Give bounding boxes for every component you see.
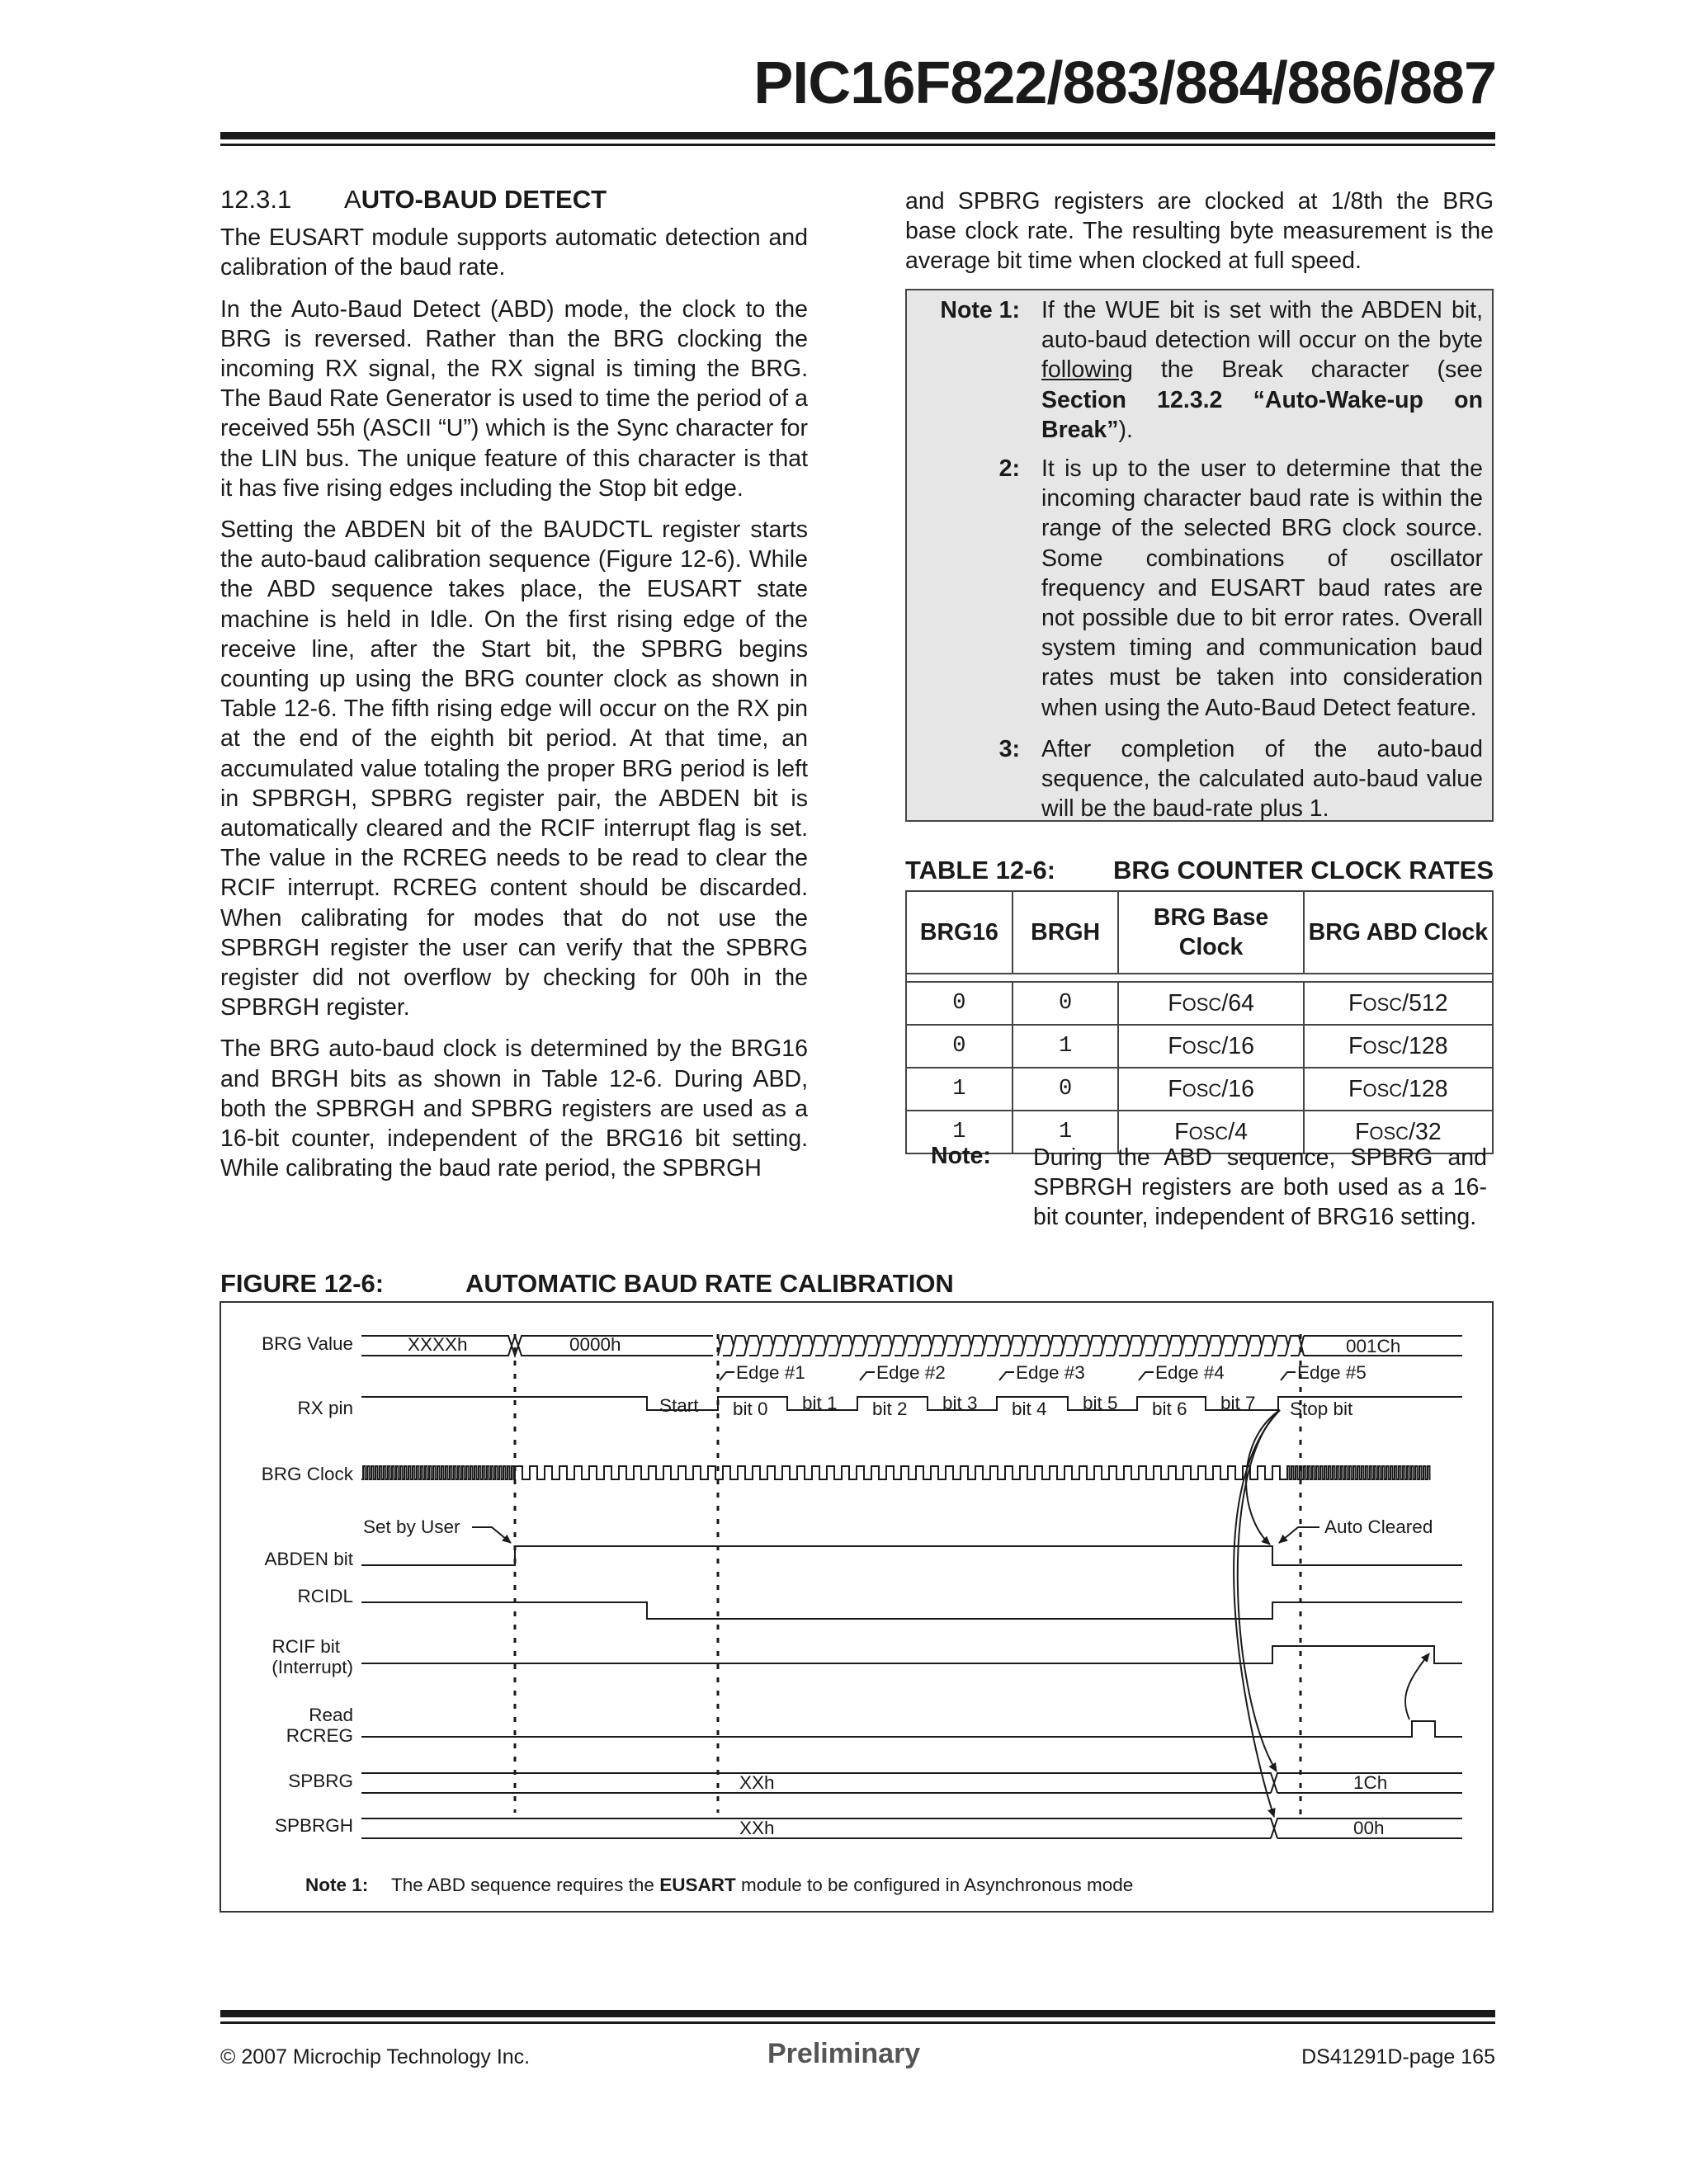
cell-part: OSC [1369, 1122, 1409, 1144]
signal-label: RCIF bit [271, 1636, 340, 1657]
table-row [906, 982, 1493, 1025]
note-1-text-b: the Break character (see [1160, 356, 1483, 384]
note-2-label: 2: [998, 455, 1020, 482]
cell-part: /16 [1221, 1075, 1254, 1102]
table-title: BRG COUNTER CLOCK RATES [1113, 856, 1494, 884]
signal-label: RX pin [297, 1398, 353, 1418]
figure-label: FIGURE 12-6: [220, 1269, 385, 1298]
cell-part: F [1348, 1032, 1363, 1059]
figure-note-pre: The ABD sequence requires the [391, 1875, 660, 1895]
cell-part: /512 [1402, 989, 1448, 1017]
table-header-row [906, 891, 1493, 974]
table-cell: 1 [906, 1068, 1013, 1111]
header-rule-thick [220, 132, 1495, 139]
bit-label: bit 3 [942, 1393, 978, 1413]
cell-part: /128 [1402, 1032, 1448, 1059]
edge-label: Edge #1 [736, 1362, 805, 1383]
table-cell [1304, 1068, 1493, 1111]
signal-label: SPBRG [288, 1771, 353, 1791]
left-column [220, 185, 808, 1196]
table-header-cell: BRG16 [906, 891, 1013, 974]
brg-rates-table [905, 890, 1494, 1154]
table-note-text: During the ABD sequence, SPBRG and SPBRGH registers are both used as a 16-bit counter, independent of BRG16 setting. [1033, 1144, 1487, 1231]
cell-part: /16 [1221, 1032, 1254, 1059]
spbrgh-old-value: XXh [739, 1818, 775, 1838]
table-header-cell: BRG ABD Clock [1304, 891, 1493, 974]
table-cell: 0 [906, 982, 1013, 1025]
note-2-text: It is up to the user to determine that the incoming character baud rate is within the range of the selected BRG clock source. Some combinations of oscillator frequency and EUSART baud rates are not possible due to bit error rates. Overall system timing and communication baud rates must be taken into consideration when using the Auto-Baud Detect feature. [1041, 455, 1483, 721]
table-header-cell: BRG Base Clock [1118, 891, 1303, 974]
figure-note-post: module to be configured in Asynchronous mode [735, 1875, 1134, 1895]
signal-label: SPBRGH [274, 1815, 353, 1836]
footer-status: Preliminary [767, 2038, 921, 2069]
right-column-intro [905, 186, 1494, 288]
table-cell [1118, 1025, 1303, 1068]
signal-label: RCREG [286, 1725, 353, 1746]
footer-rule-thin [220, 2021, 1495, 2024]
cell-part: OSC [1182, 993, 1222, 1015]
footer-page-number: DS41291D-page 165 [1301, 2045, 1495, 2068]
note-3-text: After completion of the auto-baud sequence, the calculated auto-baud value will be the baud-rate plus 1. [1041, 736, 1483, 823]
cell-part: OSC [1182, 1036, 1222, 1058]
table-cell: 0 [1013, 1068, 1119, 1111]
edge-label: Edge #5 [1297, 1362, 1367, 1383]
bit-label: Stop bit [1290, 1399, 1353, 1419]
table-cell [1118, 982, 1303, 1025]
table-header-cell: BRGH [1013, 891, 1119, 974]
section-heading [220, 185, 808, 215]
note-3-label: 3: [998, 736, 1020, 762]
bit-label: bit 7 [1220, 1393, 1256, 1413]
edge-label: Edge #4 [1155, 1362, 1225, 1383]
figure-title: AUTOMATIC BAUD RATE CALIBRATION [465, 1269, 954, 1298]
brg-value-zero: 0000h [569, 1334, 621, 1355]
footer-copyright: © 2007 Microchip Technology Inc. [220, 2045, 531, 2068]
cell-part: OSC [1182, 1079, 1222, 1101]
note-1-section-ref: Section 12.3.2 “Auto-Wake-up on Break” [1041, 386, 1483, 443]
cell-part: /128 [1402, 1075, 1448, 1102]
signal-label: RCIDL [297, 1586, 353, 1606]
cell-part: OSC [1188, 1122, 1229, 1144]
timing-diagram [220, 1301, 1494, 1913]
spbrg-new-value: 1Ch [1353, 1772, 1388, 1793]
auto-cleared-label: Auto Cleared [1324, 1517, 1433, 1537]
edge-label: Edge #3 [1016, 1362, 1085, 1383]
edge-label: Edge #2 [876, 1362, 946, 1383]
cell-part: /32 [1409, 1118, 1442, 1145]
note-box [905, 289, 1494, 822]
figure-note-text [391, 1875, 1133, 1895]
table-note-label: Note: [931, 1143, 991, 1169]
cell-part: OSC [1362, 1079, 1403, 1101]
cell-part: F [1168, 1075, 1183, 1102]
bit-label: Start [659, 1395, 699, 1416]
table-cell [1118, 1068, 1303, 1111]
cell-part: OSC [1362, 993, 1403, 1015]
document-title: PIC16F822/883/884/886/887 [753, 50, 1496, 116]
note-1-text-a: If the WUE bit is set with the ABDEN bit, auto-baud detection will occur on the byte [1041, 297, 1483, 354]
signal-label: Read [309, 1705, 353, 1725]
spbrg-old-value: XXh [739, 1772, 775, 1793]
table-cell: 1 [906, 1111, 1013, 1153]
bit-label: bit 0 [733, 1399, 768, 1419]
cell-part: F [1348, 1075, 1363, 1102]
brg-value-xxxxh: XXXXh [408, 1334, 468, 1355]
figure-frame [220, 1302, 1493, 1912]
section-title-initial: A [344, 185, 361, 214]
set-by-user-label: Set by User [363, 1517, 460, 1537]
table-cell [1304, 982, 1493, 1025]
signal-label: BRG Value [262, 1333, 353, 1354]
right-paragraph: and SPBRG registers are clocked at 1/8th the BRG base clock rate. The resulting byte measurement is the average bit time when clocked at full speed. [905, 188, 1494, 275]
section-title-rest: UTO-BAUD DETECT [361, 185, 607, 214]
table-row [906, 1068, 1493, 1111]
signal-label: (Interrupt) [271, 1657, 353, 1677]
paragraph-4: The BRG auto-baud clock is determined by the BRG16 and BRGH bits as shown in Table 12-6. During ABD, both the SPBRGH and SPBRG registers are used as a 16-bit counter, independent of the BRG16 bit setting. While calibrating the baud rate period, the SPBRGH [220, 1035, 808, 1182]
note-1-text [1041, 295, 1483, 445]
cell-part: F [1348, 989, 1363, 1017]
note-1-end: ). [1118, 416, 1133, 443]
figure-note-label: Note 1: [305, 1875, 369, 1895]
cell-part: F [1354, 1118, 1370, 1145]
cell-part: OSC [1362, 1036, 1403, 1058]
cell-part: F [1168, 1032, 1183, 1059]
table-cell: 0 [906, 1025, 1013, 1068]
bit-label: bit 1 [802, 1393, 838, 1413]
table-cell: 1 [1013, 1025, 1119, 1068]
paragraph-3: Setting the ABDEN bit of the BAUDCTL register starts the auto-baud calibration sequence (Figure 12-6). While the ABD sequence takes place, the EUSART state machine is held in Idle. On the first rising edge of the receive line, after the Start bit, the SPBRG begins counting up using the BRG counter clock as shown in Table 12-6. The fifth rising edge will occur on the RX pin at the end of the eighth bit period. At that time, an accumulated value totaling the proper BRG period is left in SPBRGH, SPBRG register pair, the ABDEN bit is automatically cleared and the RCIF interrupt flag is set. The value in the RCREG needs to be read to clear the RCIF interrupt. RCREG content should be discarded. When calibrating for modes that do not use the SPBRGH register the user can verify that the SPBRG register did not overflow by checking for 00h in the SPBRGH register. [220, 517, 808, 1021]
bit-label: bit 6 [1152, 1399, 1187, 1419]
section-number: 12.3.1 [220, 185, 292, 214]
note-1-following: following [1041, 356, 1133, 384]
bit-label: bit 5 [1083, 1393, 1118, 1413]
header-rule-thin [220, 144, 1495, 146]
table-cell: 0 [1013, 982, 1119, 1025]
brg-value-final-label: 001Ch [1346, 1336, 1401, 1356]
cell-part: /64 [1221, 989, 1254, 1017]
cell-part: F [1174, 1118, 1189, 1145]
signal-label: ABDEN bit [264, 1549, 353, 1569]
table-cell: 1 [1013, 1111, 1119, 1153]
figure-note-bold: EUSART [659, 1875, 736, 1895]
spbrgh-new-value: 00h [1353, 1818, 1385, 1838]
table-row [906, 1025, 1493, 1068]
bit-label: bit 2 [872, 1399, 908, 1419]
paragraph-1: The EUSART module supports automatic detection and calibration of the baud rate. [220, 224, 808, 281]
table-label: TABLE 12-6: [905, 856, 1056, 884]
signal-label: BRG Clock [261, 1464, 353, 1484]
note-1-label: Note 1: [940, 297, 1020, 323]
bit-label: bit 4 [1012, 1399, 1047, 1419]
cell-part: F [1168, 989, 1183, 1017]
paragraph-2: In the Auto-Baud Detect (ABD) mode, the clock to the BRG is reversed. Rather than the BRG clocking the incoming RX signal, the RX signal is timing the BRG. The Baud Rate Generator is used to time the period of a received 55h (ASCII “U”) which is the Sync character for the LIN bus. The unique feature of this character is that it has five rising edges including the Stop bit edge. [220, 295, 808, 502]
table-cell [1304, 1025, 1493, 1068]
cell-part: /4 [1228, 1118, 1249, 1145]
footer-rule-thick [220, 2010, 1495, 2017]
